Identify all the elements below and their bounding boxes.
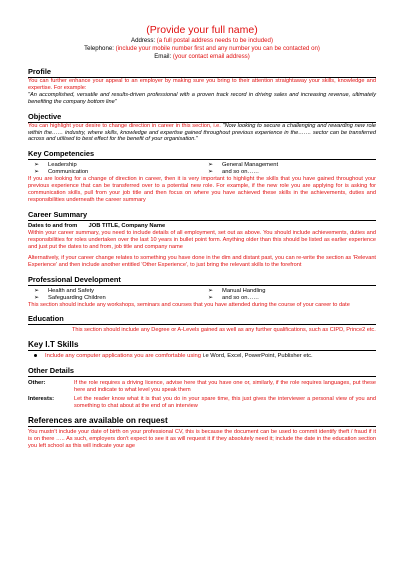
profile-heading: Profile [28, 67, 376, 78]
email-label: Email: [154, 53, 172, 60]
telephone-label: Telephone: [84, 45, 114, 52]
email-line [28, 53, 376, 61]
career-job-title: JOB TITLE, Company Name [88, 222, 166, 229]
it-skills-intro: Include any computer applications you are comfortable using [45, 353, 203, 360]
references-section [28, 416, 376, 450]
address-value: (a full postal address needs to be included) [156, 37, 273, 44]
address-line [28, 37, 376, 45]
prof-dev-text: This section should include any workshops, seminars and courses that you have attended during the course of your career to date [28, 301, 350, 308]
other-section [28, 366, 376, 410]
prof-dev-heading: Professional Development [28, 275, 376, 286]
education-text: This section should include any Degree or A-Levels gained as well as any further qualifications, such as CIPD, Prince2 etc. [72, 327, 376, 334]
arrow-bullet-icon: ➢ [34, 162, 39, 169]
arrow-bullet-icon: ➢ [208, 169, 213, 176]
dot-bullet-icon [34, 354, 37, 357]
it-skills-section [28, 340, 376, 360]
competencies-heading: Key Competencies [28, 149, 376, 160]
list-item: ➢ General Management [208, 162, 279, 169]
arrow-bullet-icon: ➢ [34, 294, 39, 301]
it-skills-heading: Key I.T Skills [28, 340, 376, 351]
arrow-bullet-icon: ➢ [34, 287, 39, 294]
competencies-section [28, 149, 376, 204]
list-item: ➢ Manual Handling [208, 287, 266, 294]
competencies-text: If you are looking for a change of direction in career, then it is very important to highlight the skills that you have gained throughout your previous experience that can be transferred over to a potential new role. For example, if the new role you are applying for is asking for communication skills, pull from your job title and then focus on where you have achieved these skills in the achievements, duties and responsibilities underneath the career summary [28, 176, 376, 204]
objective-heading: Objective [28, 112, 376, 123]
competencies-list [28, 160, 376, 176]
list-item: ➢ Communication [34, 169, 89, 176]
career-section [28, 210, 376, 269]
prof-dev-section [28, 275, 376, 309]
address-label: Address: [131, 37, 156, 44]
it-skills-apps: i.e Word, Excel, PowerPoint, Publisher etc. [202, 353, 313, 360]
interests-label: Interests: [28, 396, 55, 403]
objective-section [28, 112, 376, 144]
other-text: If the role requires a driving licence, advise here that you have one or, similarly, if the role requires languages, put these here and indicate to what level you speak them [74, 380, 376, 394]
career-heading: Career Summary [28, 210, 376, 221]
arrow-bullet-icon: ➢ [34, 169, 39, 176]
references-text: You mustn't include your date of birth on your professional CV, this is because the document can be used to commit identify theft / fraud if it is on there ….. As such, employers don't expect to see it as will request it if they absolutely need it; include the date in the education section you left school as this will indicate your age [28, 426, 376, 450]
arrow-bullet-icon: ➢ [208, 294, 213, 301]
arrow-bullet-icon: ➢ [208, 162, 213, 169]
telephone-value: (include your mobile number first and any number you can be contacted on) [115, 45, 320, 52]
objective-example: "Now looking to secure a challenging and rewarding new role within the…… industry, where skills, knowledge and expertise gained throughout previous experience in the……. sector can be transferred across and utilised to best effect for the benefit of your organisation." [28, 122, 376, 143]
list-item: ➢ and so on…… [208, 169, 260, 176]
career-entry [28, 223, 376, 230]
prof-dev-list [28, 286, 376, 302]
objective-intro: You can highlight your desire to change direction in career in this section, i.e. [28, 122, 223, 129]
telephone-line [28, 45, 376, 53]
arrow-bullet-icon: ➢ [208, 287, 213, 294]
other-heading: Other Details [28, 366, 376, 377]
profile-example: "An accomplished, versatile and results-driven professional with a proven track record in driving sales and increasing revenue, ultimately benefiting the company bottom line" [28, 91, 376, 105]
list-item: ➢ Health and Safety [34, 287, 95, 294]
email-value: (your contact email address) [172, 53, 250, 60]
interests-text: Let the reader know what it is that you do in your spare time, this just gives the interviewer a personal view of you and something to chat about at the end of an interview [74, 396, 376, 410]
list-item: ➢ and so on…… [208, 294, 260, 301]
interests-row [28, 396, 376, 410]
list-item: ➢ Safeguarding Children [34, 294, 106, 301]
education-section [28, 314, 376, 334]
education-heading: Education [28, 314, 376, 325]
list-item: ➢ Leadership [34, 162, 77, 169]
references-heading: References are available on request [28, 415, 168, 425]
profile-section [28, 67, 376, 106]
career-text-1: Within your career summary, you need to include details of all employment, set out as above. You should include achievements, duties and responsibilities for roles undertaken over the last 10 years in bullet point form. Anything older than this should be listed as earlier experience and just put the dates to and from, job title and company name [28, 229, 376, 250]
career-text-2: Alternatively, if your career change relates to something you have done in the dim and distant past, you can re-write the section as 'Relevant Experience' and then include another entitled 'Other Experience', to just bring the relevant skills to the forefront [28, 254, 376, 268]
profile-text: You can further enhance your appeal to an employer by making sure you bring to their attention straightaway your skills, knowledge and expertise. For example: [28, 78, 376, 91]
objective-text [28, 123, 376, 144]
other-row [28, 380, 376, 394]
full-name: (Provide your full name) [146, 24, 258, 36]
other-label: Other: [28, 380, 46, 387]
career-dates: Dates to and from [28, 222, 78, 229]
it-skills-item [28, 353, 376, 360]
